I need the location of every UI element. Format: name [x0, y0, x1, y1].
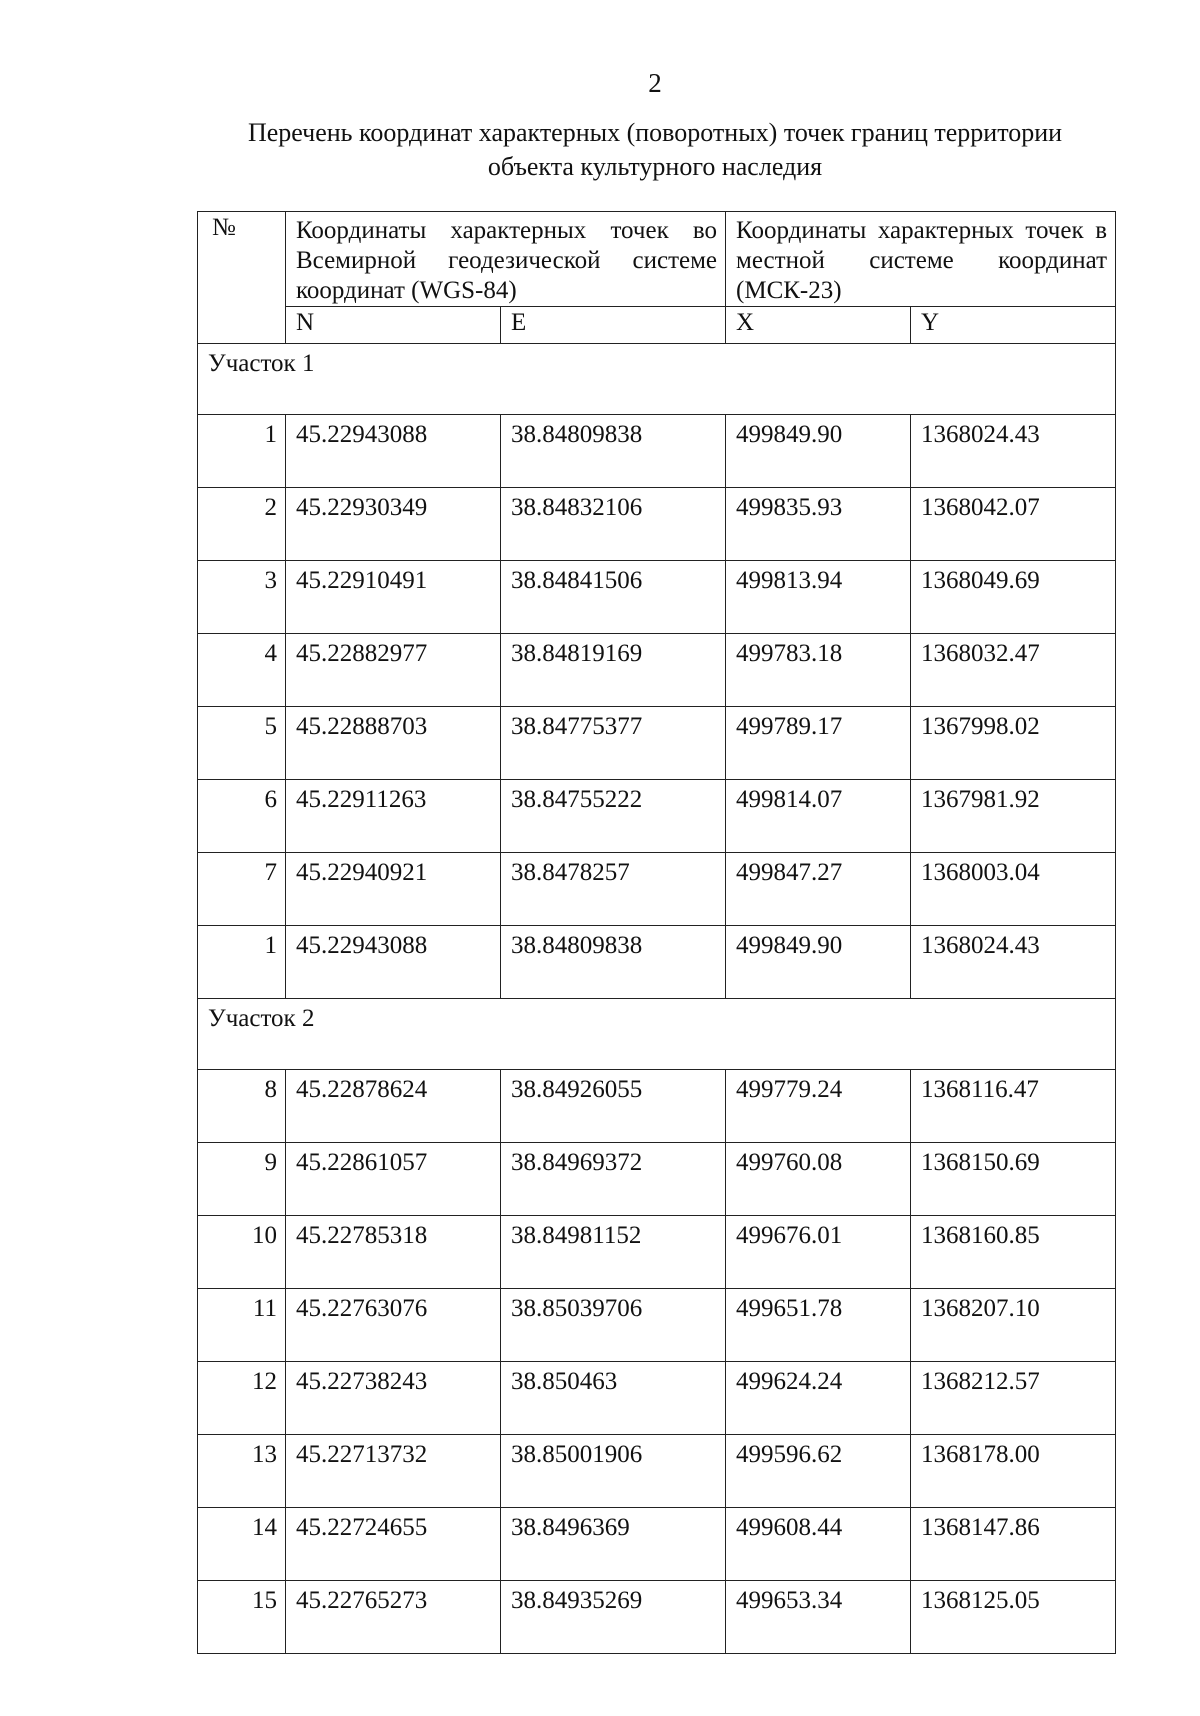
cell-y: 1368042.07 — [911, 488, 1116, 561]
cell-e: 38.84981152 — [501, 1216, 726, 1289]
table-row — [198, 1581, 1116, 1654]
cell-num: 8 — [198, 1070, 286, 1143]
header-x: X — [726, 307, 911, 344]
cell-x: 499651.78 — [726, 1289, 911, 1362]
cell-num: 2 — [198, 488, 286, 561]
cell-num: 12 — [198, 1362, 286, 1435]
cell-n: 45.22878624 — [286, 1070, 501, 1143]
cell-num: 4 — [198, 634, 286, 707]
header-n: N — [286, 307, 501, 344]
cell-y: 1368024.43 — [911, 926, 1116, 999]
cell-y: 1368178.00 — [911, 1435, 1116, 1508]
cell-n: 45.22940921 — [286, 853, 501, 926]
cell-num: 11 — [198, 1289, 286, 1362]
cell-x: 499676.01 — [726, 1216, 911, 1289]
cell-x: 499624.24 — [726, 1362, 911, 1435]
cell-y: 1368125.05 — [911, 1581, 1116, 1654]
cell-num: 1 — [198, 926, 286, 999]
table-row — [198, 853, 1116, 926]
table-header-row — [198, 212, 1116, 307]
table-row — [198, 488, 1116, 561]
cell-num: 10 — [198, 1216, 286, 1289]
cell-y: 1368212.57 — [911, 1362, 1116, 1435]
cell-e: 38.84775377 — [501, 707, 726, 780]
cell-x: 499849.90 — [726, 415, 911, 488]
cell-e: 38.85039706 — [501, 1289, 726, 1362]
cell-e: 38.84809838 — [501, 415, 726, 488]
cell-num: 5 — [198, 707, 286, 780]
cell-n: 45.22882977 — [286, 634, 501, 707]
cell-e: 38.84841506 — [501, 561, 726, 634]
cell-x: 499849.90 — [726, 926, 911, 999]
coordinates-table-body — [198, 212, 1116, 1654]
coordinates-table — [197, 211, 1116, 1654]
cell-num: 1 — [198, 415, 286, 488]
page-number: 2 — [648, 68, 662, 98]
header-wgs84: Координаты характерных точек во Всемирной геодезической системе координат (WGS-84) — [286, 212, 726, 307]
cell-y: 1367998.02 — [911, 707, 1116, 780]
cell-n: 45.22911263 — [286, 780, 501, 853]
cell-x: 499596.62 — [726, 1435, 911, 1508]
cell-y: 1368150.69 — [911, 1143, 1116, 1216]
cell-num: 13 — [198, 1435, 286, 1508]
cell-e: 38.84969372 — [501, 1143, 726, 1216]
table-row — [198, 707, 1116, 780]
table-row — [198, 1216, 1116, 1289]
cell-e: 38.84832106 — [501, 488, 726, 561]
cell-e: 38.8478257 — [501, 853, 726, 926]
table-row — [198, 926, 1116, 999]
cell-num: 9 — [198, 1143, 286, 1216]
cell-x: 499760.08 — [726, 1143, 911, 1216]
cell-e: 38.84926055 — [501, 1070, 726, 1143]
table-row — [198, 1435, 1116, 1508]
cell-x: 499789.17 — [726, 707, 911, 780]
table-subheader-row — [198, 307, 1116, 344]
cell-n: 45.22861057 — [286, 1143, 501, 1216]
cell-n: 45.22888703 — [286, 707, 501, 780]
table-row — [198, 415, 1116, 488]
section-title: Участок 2 — [198, 999, 1116, 1070]
cell-y: 1367981.92 — [911, 780, 1116, 853]
cell-n: 45.22930349 — [286, 488, 501, 561]
table-row — [198, 1289, 1116, 1362]
cell-y: 1368116.47 — [911, 1070, 1116, 1143]
cell-x: 499813.94 — [726, 561, 911, 634]
cell-n: 45.22765273 — [286, 1581, 501, 1654]
cell-num: 6 — [198, 780, 286, 853]
cell-num: 15 — [198, 1581, 286, 1654]
cell-y: 1368147.86 — [911, 1508, 1116, 1581]
cell-n: 45.22943088 — [286, 415, 501, 488]
cell-n: 45.22763076 — [286, 1289, 501, 1362]
cell-num: 14 — [198, 1508, 286, 1581]
cell-y: 1368207.10 — [911, 1289, 1116, 1362]
cell-x: 499835.93 — [726, 488, 911, 561]
document-title — [0, 116, 1200, 184]
table-row — [198, 1070, 1116, 1143]
cell-y: 1368160.85 — [911, 1216, 1116, 1289]
cell-n: 45.22943088 — [286, 926, 501, 999]
cell-e: 38.8496369 — [501, 1508, 726, 1581]
section-row — [198, 999, 1116, 1070]
cell-y: 1368032.47 — [911, 634, 1116, 707]
cell-e: 38.84935269 — [501, 1581, 726, 1654]
cell-y: 1368024.43 — [911, 415, 1116, 488]
cell-x: 499847.27 — [726, 853, 911, 926]
cell-x: 499783.18 — [726, 634, 911, 707]
table-row — [198, 634, 1116, 707]
header-msk23: Координаты характерных точек в местной системе координат (МСК-23) — [726, 212, 1116, 307]
header-y: Y — [911, 307, 1116, 344]
cell-num: 7 — [198, 853, 286, 926]
header-e: E — [501, 307, 726, 344]
cell-num: 3 — [198, 561, 286, 634]
cell-x: 499814.07 — [726, 780, 911, 853]
table-row — [198, 1508, 1116, 1581]
cell-y: 1368049.69 — [911, 561, 1116, 634]
cell-y: 1368003.04 — [911, 853, 1116, 926]
section-row — [198, 344, 1116, 415]
cell-n: 45.22713732 — [286, 1435, 501, 1508]
cell-e: 38.85001906 — [501, 1435, 726, 1508]
cell-x: 499653.34 — [726, 1581, 911, 1654]
table-row — [198, 561, 1116, 634]
header-number: № — [198, 212, 286, 344]
table-row — [198, 1143, 1116, 1216]
title-line-2: объекта культурного наследия — [487, 152, 823, 181]
cell-n: 45.22785318 — [286, 1216, 501, 1289]
cell-n: 45.22910491 — [286, 561, 501, 634]
title-line-1: Перечень координат характерных (поворотных) точек границ территории — [247, 118, 1063, 147]
cell-n: 45.22738243 — [286, 1362, 501, 1435]
table-row — [198, 1362, 1116, 1435]
section-title: Участок 1 — [198, 344, 1116, 415]
cell-n: 45.22724655 — [286, 1508, 501, 1581]
cell-x: 499608.44 — [726, 1508, 911, 1581]
cell-e: 38.850463 — [501, 1362, 726, 1435]
cell-e: 38.84819169 — [501, 634, 726, 707]
cell-x: 499779.24 — [726, 1070, 911, 1143]
cell-e: 38.84755222 — [501, 780, 726, 853]
table-row — [198, 780, 1116, 853]
cell-e: 38.84809838 — [501, 926, 726, 999]
